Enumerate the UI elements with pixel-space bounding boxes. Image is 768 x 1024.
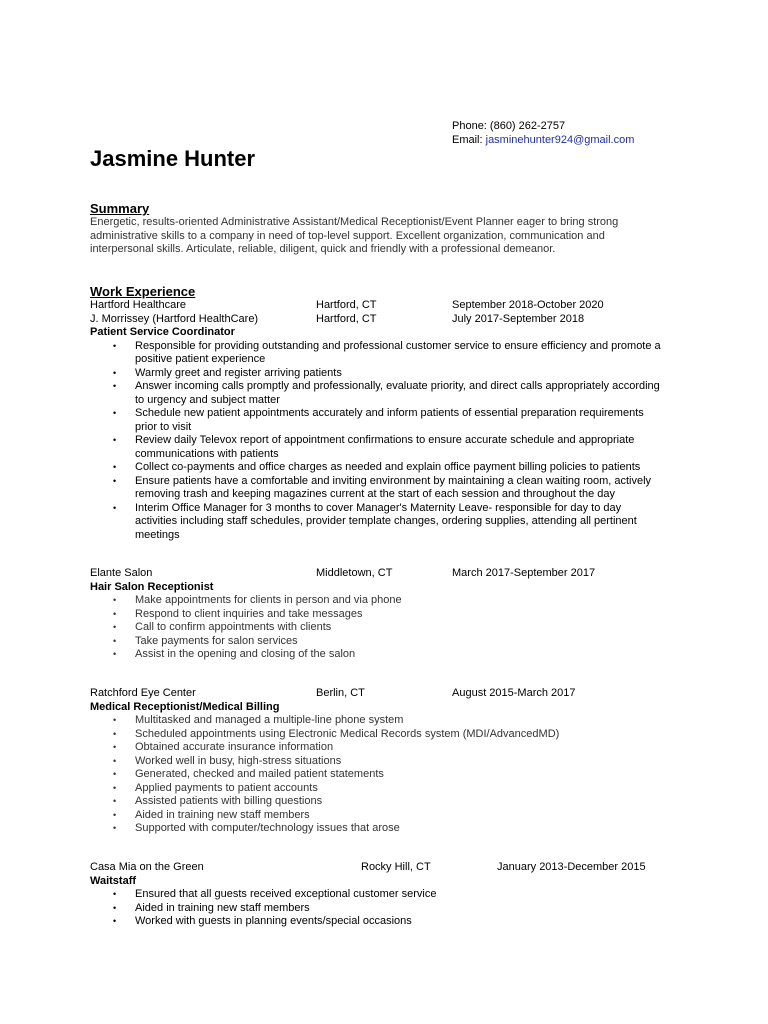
bullet-line: • Assisted patients with billing questions	[135, 795, 323, 807]
bullet-line: to urgency and subject matter	[135, 393, 280, 406]
list-item	[90, 475, 680, 502]
bullet-line: • Responsible for providing outstanding and professional customer service to ensure efficiency and promote a	[135, 339, 661, 352]
job-row	[90, 567, 690, 581]
list-item	[90, 809, 680, 823]
duties-list	[90, 714, 690, 836]
bullet-line: positive patient experience	[135, 353, 266, 365]
summary-heading: Summary	[90, 201, 150, 216]
bullet-line: • Ensure patients have a comfortable and inviting environment by maintaining a clean waiting room, actively	[135, 474, 652, 487]
list-item	[90, 768, 680, 782]
bullet-line: • Warmly greet and register arriving patients	[135, 366, 342, 379]
job-title: Patient Service Coordinator	[90, 326, 235, 338]
list-item	[90, 782, 680, 796]
email-label: Email:	[452, 133, 486, 146]
list-item	[90, 594, 680, 608]
summary-line: Energetic, results-oriented Administrative Assistant/Medical Receptionist/Event Planner eager to bring strong	[90, 216, 619, 228]
dates: January 2013-December 2015	[497, 861, 646, 873]
job-hartford-healthcare	[90, 299, 690, 542]
bullet-line: • Scheduled appointments using Electronic Medical Records system (MDI/AdvancedMD)	[135, 727, 560, 740]
duties-list	[90, 888, 690, 929]
list-item	[90, 795, 680, 809]
job-elante-salon	[90, 567, 690, 662]
phone-text: Phone: (860) 262-2757	[452, 120, 566, 132]
job-title: Medical Receptionist/Medical Billing	[90, 700, 280, 713]
work-experience-heading: Work Experience	[90, 284, 196, 299]
bullet-line: • Multitasked and managed a multiple-line phone system	[135, 714, 404, 726]
location: Rocky Hill, CT	[361, 861, 431, 873]
job-title: Hair Salon Receptionist	[90, 580, 214, 593]
bullet-line: • Schedule new patient appointments accurately and inform patients of essential preparation requirements	[135, 407, 644, 419]
bullet-line: • Review daily Televox report of appointment confirmations to ensure accurate schedule and appropriate	[135, 434, 635, 446]
bullet-line: • Call to confirm appointments with clients	[135, 621, 332, 633]
list-item	[90, 635, 680, 649]
job-ratchford-eye-center	[90, 687, 690, 836]
summary-line: interpersonal skills. Articulate, reliable, diligent, quick and friendly with a professional demeanor.	[90, 243, 556, 255]
company: Casa Mia on the Green	[90, 861, 204, 873]
dates: August 2015-March 2017	[452, 687, 576, 699]
job-casa-mia	[90, 861, 690, 929]
list-item	[90, 648, 680, 662]
bullet-line: • Take payments for salon services	[135, 634, 298, 647]
bullet-line: • Aided in training new staff members	[135, 901, 310, 914]
job-title: Waitstaff	[90, 874, 137, 887]
list-item	[90, 728, 680, 742]
summary-text	[90, 216, 690, 257]
candidate-name: Jasmine Hunter	[90, 146, 256, 171]
company: Hartford Healthcare	[90, 299, 186, 311]
job-row	[90, 861, 690, 875]
list-item	[90, 915, 680, 929]
bullet-line: • Aided in training new staff members	[135, 808, 310, 821]
list-item	[90, 888, 680, 902]
bullet-line: • Assist in the opening and closing of the salon	[135, 648, 356, 660]
bullet-line: meetings	[135, 528, 180, 541]
bullet-line: prior to visit	[135, 420, 192, 433]
email-line	[452, 134, 634, 148]
list-item	[90, 434, 680, 461]
company: Ratchford Eye Center	[90, 687, 196, 699]
bullet-line: • Supported with computer/technology issues that arose	[135, 822, 400, 834]
dates: July 2017-September 2018	[452, 312, 585, 325]
list-item	[90, 741, 680, 755]
list-item	[90, 714, 680, 728]
bullet-line: • Make appointments for clients in person and via phone	[135, 594, 402, 606]
email-link[interactable]: jasminehunter924@gmail.com	[485, 133, 635, 146]
duties-list	[90, 594, 690, 662]
dates: March 2017-September 2017	[452, 567, 596, 579]
job-row	[90, 313, 690, 327]
bullet-line: communications with patients	[135, 447, 279, 460]
list-item	[90, 380, 680, 407]
location: Berlin, CT	[316, 687, 365, 699]
contact-info	[452, 120, 634, 147]
duties-list	[90, 340, 690, 543]
company: Elante Salon	[90, 567, 153, 579]
list-item	[90, 608, 680, 622]
bullet-line: • Worked with guests in planning events/special occasions	[135, 915, 412, 927]
list-item	[90, 822, 680, 836]
bullet-line: • Answer incoming calls promptly and professionally, evaluate priority, and direct calls appropriately according	[135, 380, 660, 392]
list-item	[90, 407, 680, 434]
list-item	[90, 902, 680, 916]
company: J. Morrissey (Hartford HealthCare)	[90, 312, 259, 325]
location: Hartford, CT	[316, 299, 377, 311]
bullet-line: • Ensured that all guests received exceptional customer service	[135, 888, 437, 900]
bullet-line: • Obtained accurate insurance information	[135, 741, 334, 753]
dates: September 2018-October 2020	[452, 299, 604, 311]
bullet-line: activities including staff schedules, provider template changes, ordering supplies, attending all pertinent	[135, 515, 637, 527]
bullet-line: • Interim Office Manager for 3 months to cover Manager's Maternity Leave- responsible for day to day	[135, 501, 622, 514]
job-row	[90, 299, 690, 313]
list-item	[90, 621, 680, 635]
bullet-line: removing trash and keeping magazines current at the start of each session and throughout the day	[135, 488, 616, 500]
bullet-line: • Generated, checked and mailed patient statements	[135, 768, 384, 780]
bullet-line: • Collect co-payments and office charges as needed and explain office payment billing policies to patients	[135, 461, 641, 473]
list-item	[90, 367, 680, 381]
location: Hartford, CT	[316, 312, 377, 325]
list-item	[90, 340, 680, 367]
bullet-line: • Respond to client inquiries and take messages	[135, 607, 363, 620]
list-item	[90, 461, 680, 475]
list-item	[90, 502, 680, 543]
summary-line: administrative skills to a company in need of top-level support. Excellent organization, communication and	[90, 229, 605, 242]
bullet-line: • Applied payments to patient accounts	[135, 781, 318, 794]
location: Middletown, CT	[316, 567, 393, 579]
bullet-line: • Worked well in busy, high-stress situations	[135, 754, 342, 767]
list-item	[90, 755, 680, 769]
job-row	[90, 687, 690, 701]
